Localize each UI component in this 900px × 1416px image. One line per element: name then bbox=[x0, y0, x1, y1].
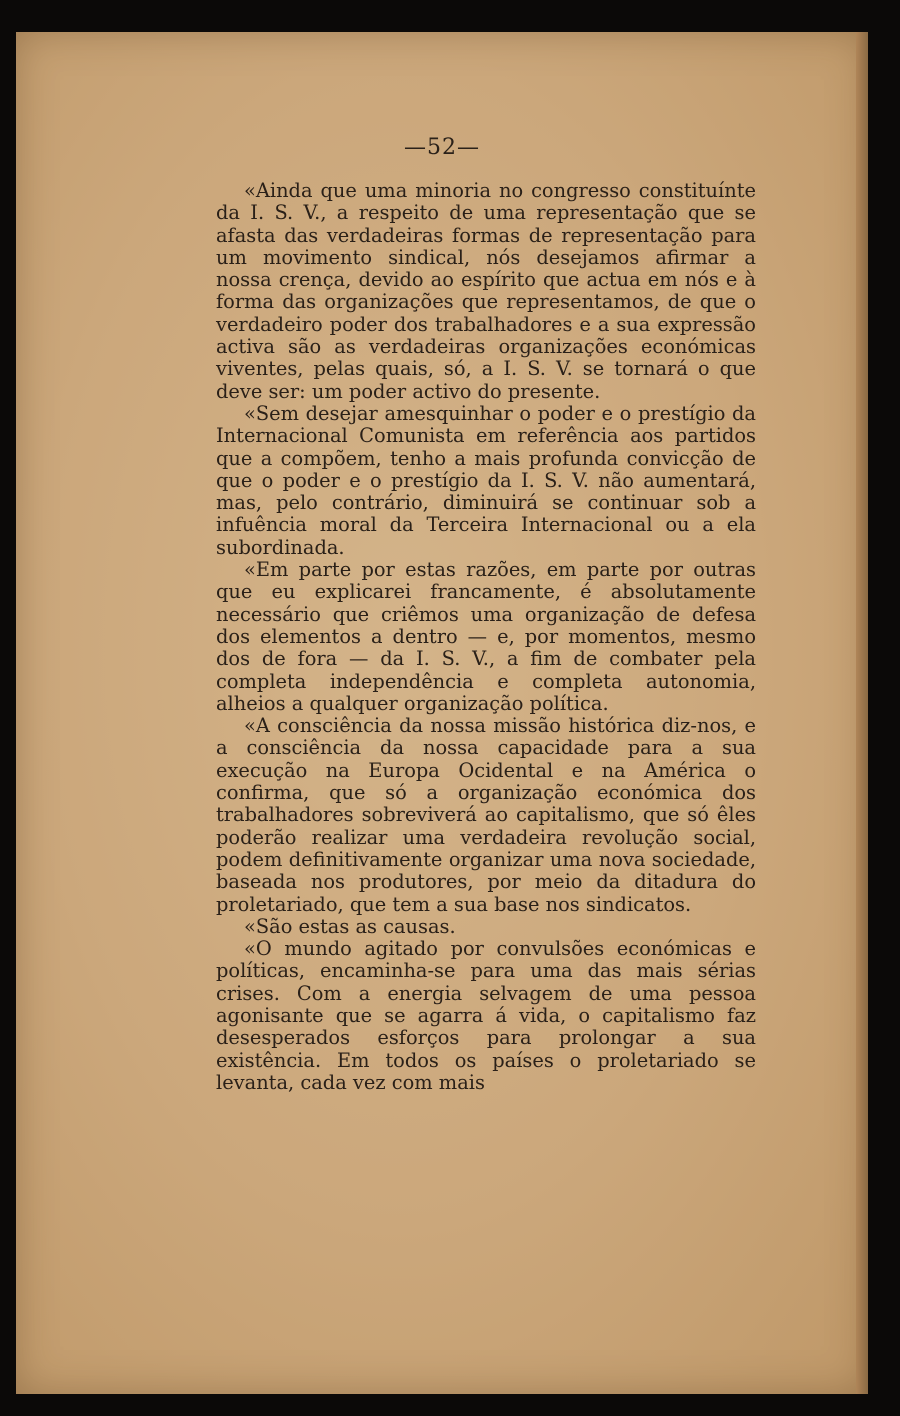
paragraph: «São estas as causas. bbox=[244, 914, 456, 938]
page-number: —52— bbox=[404, 135, 480, 160]
paragraph: «A consciência da nossa missão histórica diz-nos, e a consciência da nossa capacidade para a sua execução na Europa Ocidental e na América o confirma, que só a organização económica dos trabalhadores sobreviverá ao capitalismo, que só êles poderão realizar uma verdadeira revolução social, podem definitivamente organizar uma nova sociedade, baseada nos produtores, por meio da ditadura do proletariado, que tem a sua base nos sindicatos. bbox=[216, 714, 756, 916]
paragraph: «Ainda que uma minoria no congresso constituínte da I. S. V., a respeito de uma representação que se afasta das verdadeiras formas de representação para um movimento sindical, nós desejamos afirmar a nossa crença, devido ao espírito que actua em nós e à forma das organizações que representamos, de que o verdadeiro poder dos trabalhadores e a sua expressão activa são as verdadeiras organizações económicas viventes, pelas quais, só, a I. S. V. se tornará o que deve ser: um poder activo do presente. bbox=[216, 179, 756, 403]
paragraph: «O mundo agitado por convulsões económicas e políticas, encaminha-se para uma das mais sérias crises. Com a energia selvagem de uma pessoa agonisante que se agarra á vida, o capitalismo faz desesperados esforços para prolongar a sua existência. Em todos os países o proletariado se levanta, cada vez com mais bbox=[216, 937, 756, 1094]
book-page bbox=[16, 32, 868, 1394]
paragraph: «Em parte por estas razões, em parte por outras que eu explicarei francamente, é absolutamente necessário que criêmos uma organização de defesa dos elementos a dentro — e, por momentos, mesmo dos de fora — da I. S. V., a fim de combater pela completa independência e completa autonomia, alheios a qualquer organização política. bbox=[216, 558, 756, 715]
body-text bbox=[216, 180, 756, 1094]
paragraph: «Sem desejar amesquinhar o poder e o prestígio da Internacional Comunista em referência aos partidos que a compõem, tenho a mais profunda convicção de que o poder e o prestígio da I. S. V. não aumentará, mas, pelo contrário, diminuirá se continuar sob a infuência moral da Terceira Internacional ou a ela subordinada. bbox=[216, 401, 756, 559]
